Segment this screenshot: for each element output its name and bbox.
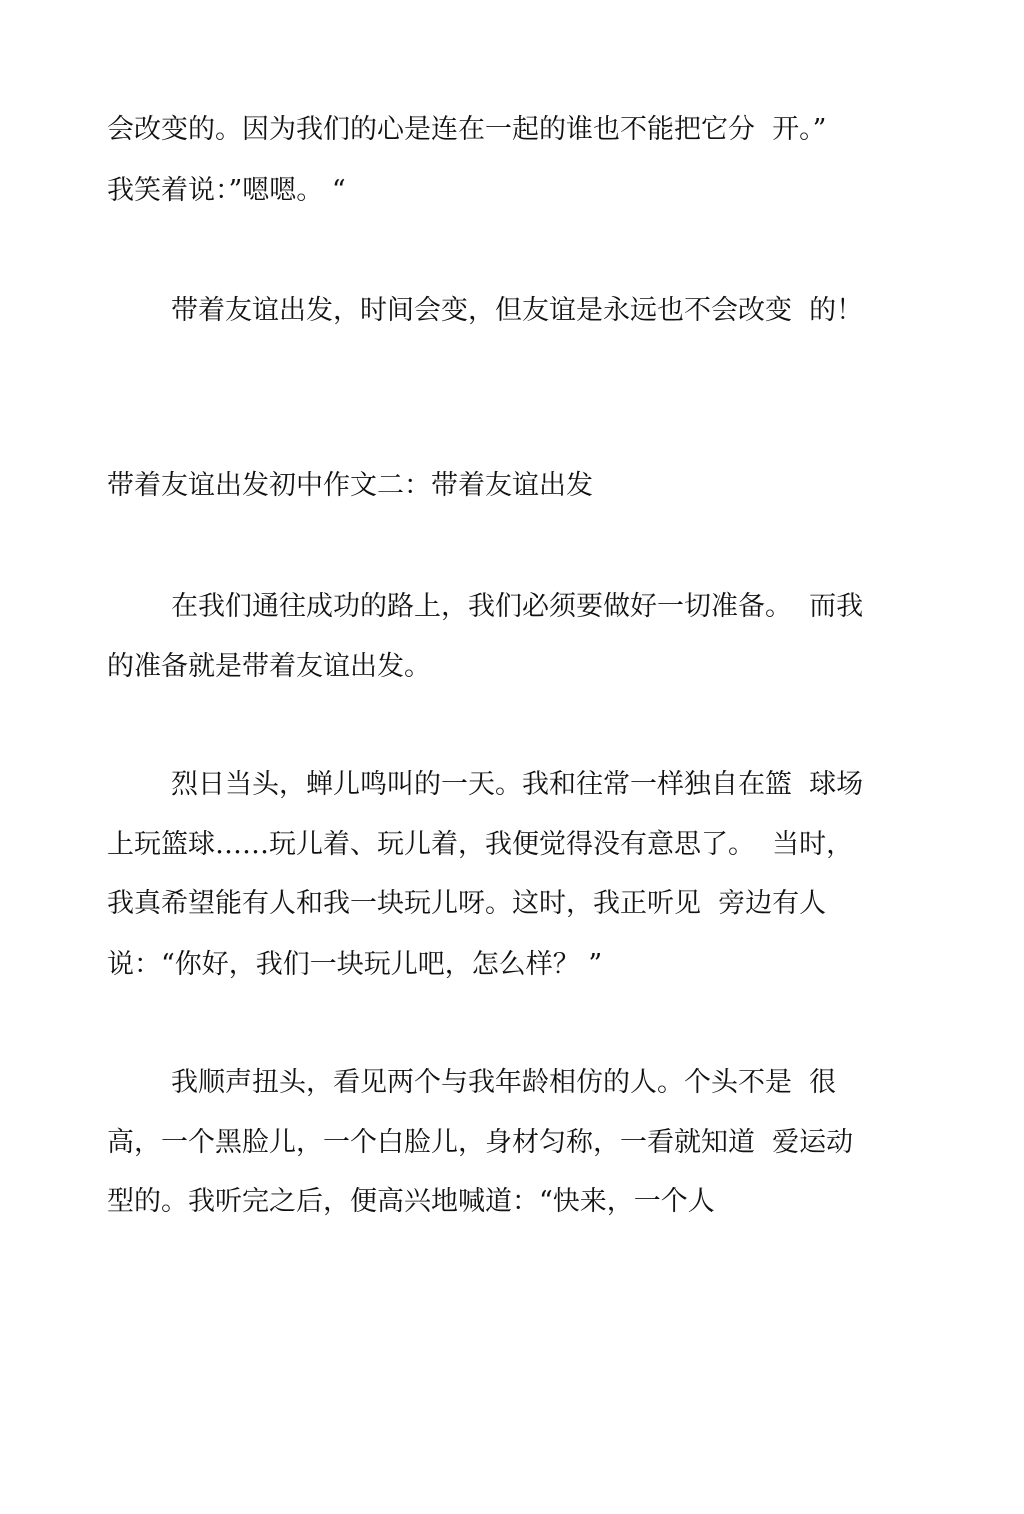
text-line: 带着友谊出发，时间会变，但友谊是永远也不会改变 的！ [171, 295, 864, 326]
text-line: 在我们通往成功的路上，我们必须要做好一切准备。 而我 [171, 591, 864, 622]
text-line: 说：“你好，我们一块玩儿吧，怎么样？ ” [107, 949, 603, 980]
text-line: 高，一个黑脸儿，一个白脸儿，身材匀称，一看就知道 爱运动 [107, 1127, 854, 1158]
text-line: 我顺声扭头，看见两个与我年龄相仿的人。个头不是 很 [171, 1067, 837, 1098]
text-line: 型的。我听完之后，便高兴地喊道：“快来，一个人 [107, 1186, 715, 1217]
section-heading: 带着友谊出发初中作文二：带着友谊出发 [107, 470, 593, 501]
text-line: 我笑着说：”嗯嗯。 “ [107, 175, 346, 206]
text-line: 上玩篮球……玩儿着、玩儿着，我便觉得没有意思了。 当时， [107, 829, 854, 860]
text-line: 会改变的。因为我们的心是连在一起的谁也不能把它分 开。” [107, 114, 827, 145]
text-line: 的准备就是带着友谊出发。 [107, 651, 431, 682]
text-line: 我真希望能有人和我一块玩儿呀。这时，我正听见 旁边有人 [107, 888, 827, 919]
text-line: 烈日当头，蝉儿鸣叫的一天。我和往常一样独自在篮 球场 [171, 769, 864, 800]
